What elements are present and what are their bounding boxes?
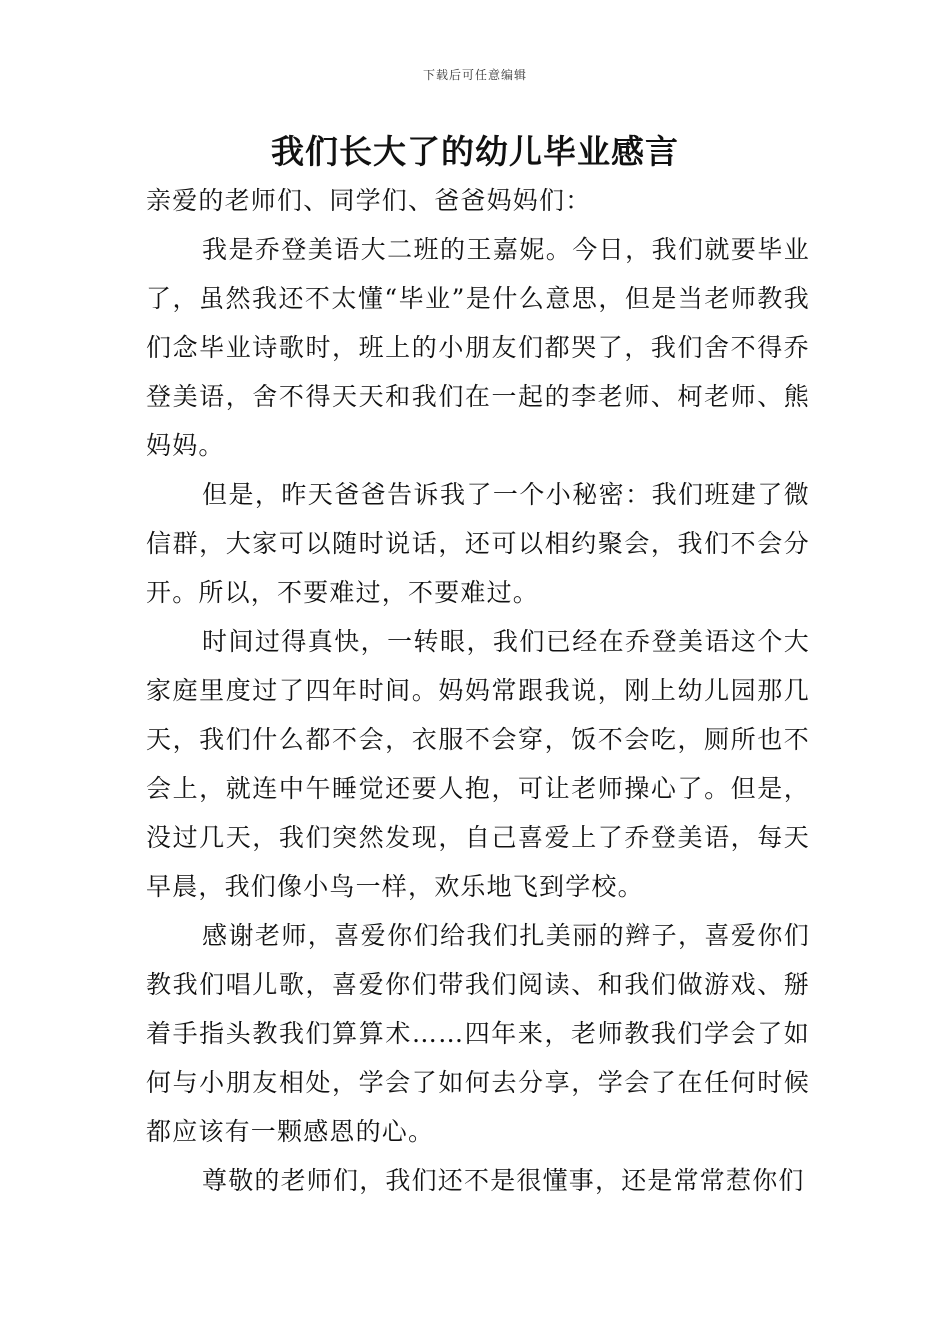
paragraph: 尊敬的老师们，我们还不是很懂事，还是常常惹你们 xyxy=(202,1166,805,1195)
document-body xyxy=(146,176,810,1205)
document-title: 我们长大了的幼儿毕业感言 xyxy=(271,132,679,171)
paragraph: 时间过得真快，一转眼，我们已经在乔登美语这个大家庭里度过了四年时间。妈妈常跟我说，刚上幼儿园那几天，我们什么都不会，衣服不会穿，饭不会吃，厕所也不会上，就连中午睡觉还要人抱，可让老师操心了。但是，没过几天，我们突然发现，自己喜爱上了乔登美语，每天早晨，我们像小鸟一样，欢乐地飞到学校。 xyxy=(146,627,810,901)
header-note: 下载后可任意编辑 xyxy=(422,68,527,82)
paragraph: 感谢老师，喜爱你们给我们扎美丽的辫子，喜爱你们教我们唱儿歌，喜爱你们带我们阅读、和我们做游戏、掰着手指头教我们算算术……四年来，老师教我们学会了如何与小朋友相处，学会了如何去分享，学会了在任何时候都应该有一颗感恩的心。 xyxy=(146,921,810,1146)
paragraph: 但是，昨天爸爸告诉我了一个小秘密：我们班建了微信群，大家可以随时说话，还可以相约聚会，我们不会分开。所以，不要难过，不要难过。 xyxy=(146,480,810,607)
paragraph: 我是乔登美语大二班的王嘉妮。今日，我们就要毕业了，虽然我还不太懂“毕业”是什么意思，但是当老师教我们念毕业诗歌时，班上的小朋友们都哭了，我们舍不得乔登美语，舍不得天天和我们在一起的李老师、柯老师、熊妈妈。 xyxy=(146,235,810,460)
salutation: 亲爱的老师们、同学们、爸爸妈妈们： xyxy=(146,186,592,215)
